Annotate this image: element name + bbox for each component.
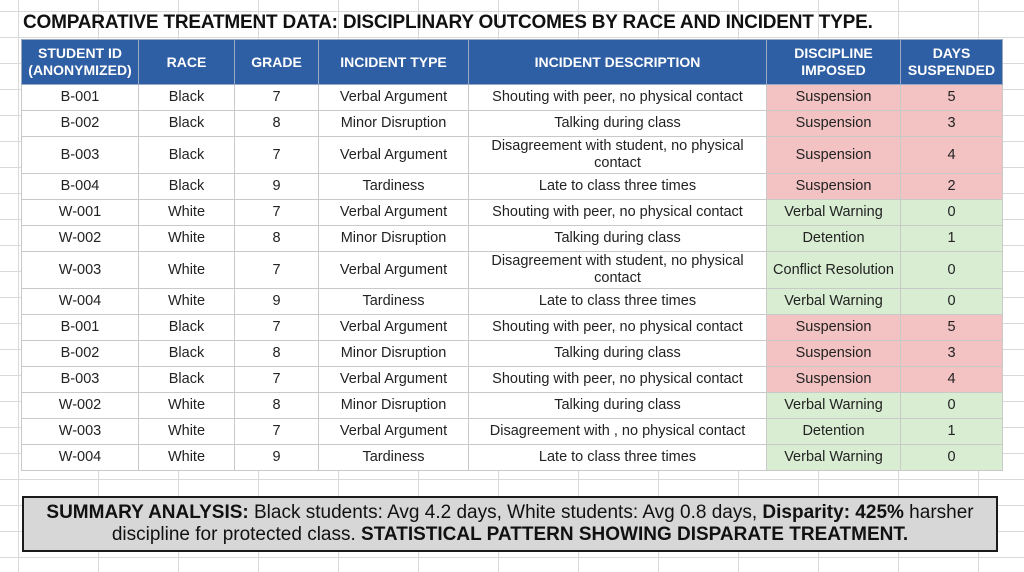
student-id-cell[interactable]: B-003 (22, 137, 139, 174)
summary-label: SUMMARY ANALYSIS: (46, 502, 249, 523)
disparity-label: Disparity: (762, 502, 851, 523)
grade-cell[interactable]: 8 (235, 341, 319, 367)
student-id-cell[interactable]: W-002 (22, 226, 139, 252)
grade-cell[interactable]: 7 (235, 137, 319, 174)
discipline-cell[interactable]: Detention (767, 226, 901, 252)
table-row (22, 226, 1003, 252)
student-id-cell[interactable]: W-003 (22, 252, 139, 289)
summary-text (35, 502, 985, 546)
race-cell[interactable]: White (139, 226, 235, 252)
table-row (22, 137, 1003, 174)
grade-cell[interactable]: 8 (235, 226, 319, 252)
discipline-cell[interactable]: Suspension (767, 341, 901, 367)
grade-cell[interactable]: 7 (235, 200, 319, 226)
column-header-days-suspended[interactable]: DAYS SUSPENDED (901, 40, 1003, 85)
days-suspended-cell[interactable]: 5 (901, 315, 1003, 341)
student-id-cell[interactable]: W-003 (22, 419, 139, 445)
student-id-cell[interactable]: W-001 (22, 200, 139, 226)
incident-description-cell[interactable]: Shouting with peer, no physical contact (469, 315, 767, 341)
table-row (22, 445, 1003, 471)
discipline-cell[interactable]: Verbal Warning (767, 445, 901, 471)
race-cell[interactable]: White (139, 252, 235, 289)
incident-type-cell[interactable]: Minor Disruption (319, 111, 469, 137)
discipline-cell[interactable]: Suspension (767, 85, 901, 111)
student-id-cell[interactable]: W-002 (22, 393, 139, 419)
column-header-discipline-imposed[interactable]: DISCIPLINE IMPOSED (767, 40, 901, 85)
column-header-incident-type[interactable]: INCIDENT TYPE (319, 40, 469, 85)
table-row (22, 341, 1003, 367)
table-row (22, 200, 1003, 226)
discipline-cell[interactable]: Conflict Resolution (767, 252, 901, 289)
days-suspended-cell[interactable]: 0 (901, 393, 1003, 419)
student-id-cell[interactable]: W-004 (22, 289, 139, 315)
discipline-cell[interactable]: Verbal Warning (767, 200, 901, 226)
incident-type-cell[interactable]: Verbal Argument (319, 137, 469, 174)
days-suspended-cell[interactable]: 5 (901, 85, 1003, 111)
table-row (22, 315, 1003, 341)
incident-description-cell[interactable]: Talking during class (469, 341, 767, 367)
grade-cell[interactable]: 8 (235, 111, 319, 137)
incident-description-cell[interactable]: Shouting with peer, no physical contact (469, 200, 767, 226)
table-row (22, 419, 1003, 445)
student-id-cell[interactable]: B-004 (22, 174, 139, 200)
table-row (22, 367, 1003, 393)
days-suspended-cell[interactable]: 1 (901, 419, 1003, 445)
days-suspended-cell[interactable]: 4 (901, 367, 1003, 393)
grade-cell[interactable]: 8 (235, 393, 319, 419)
incident-description-cell[interactable]: Talking during class (469, 393, 767, 419)
race-cell[interactable]: White (139, 393, 235, 419)
incident-type-cell[interactable]: Minor Disruption (319, 226, 469, 252)
days-suspended-cell[interactable]: 0 (901, 200, 1003, 226)
column-header-incident-description[interactable]: INCIDENT DESCRIPTION (469, 40, 767, 85)
grade-cell[interactable]: 9 (235, 174, 319, 200)
race-cell[interactable]: White (139, 445, 235, 471)
grade-cell[interactable]: 9 (235, 289, 319, 315)
grade-cell[interactable]: 7 (235, 85, 319, 111)
incident-type-cell[interactable]: Minor Disruption (319, 341, 469, 367)
header-row (22, 40, 1003, 85)
discipline-cell[interactable]: Suspension (767, 315, 901, 341)
incident-description-cell[interactable]: Shouting with peer, no physical contact (469, 85, 767, 111)
table-row (22, 289, 1003, 315)
days-suspended-cell[interactable]: 2 (901, 174, 1003, 200)
student-id-cell[interactable]: B-002 (22, 111, 139, 137)
incident-description-cell[interactable]: Disagreement with student, no physical contact (469, 137, 767, 174)
incident-description-cell[interactable]: Late to class three times (469, 289, 767, 315)
incident-type-cell[interactable]: Verbal Argument (319, 200, 469, 226)
days-suspended-cell[interactable]: 4 (901, 137, 1003, 174)
table-row (22, 252, 1003, 289)
table-body (22, 85, 1003, 471)
student-id-cell[interactable]: B-003 (22, 367, 139, 393)
incident-type-cell[interactable]: Tardiness (319, 174, 469, 200)
days-suspended-cell[interactable]: 3 (901, 341, 1003, 367)
discipline-cell[interactable]: Detention (767, 419, 901, 445)
discipline-cell[interactable]: Suspension (767, 367, 901, 393)
summary-box (22, 496, 998, 552)
incident-type-cell[interactable]: Tardiness (319, 445, 469, 471)
table-row (22, 85, 1003, 111)
disparity-text: harsher discipline for protected class. (111, 502, 974, 545)
page-title: COMPARATIVE TREATMENT DATA: DISCIPLINARY OUTCOMES BY RACE AND INCIDENT TYPE. (23, 12, 873, 33)
incident-description-cell[interactable]: Shouting with peer, no physical contact (469, 367, 767, 393)
discipline-cell[interactable]: Suspension (767, 174, 901, 200)
incident-type-cell[interactable]: Minor Disruption (319, 393, 469, 419)
race-cell[interactable]: White (139, 419, 235, 445)
grade-cell[interactable]: 9 (235, 445, 319, 471)
student-id-cell[interactable]: B-001 (22, 85, 139, 111)
race-cell[interactable]: Black (139, 341, 235, 367)
grade-cell[interactable]: 7 (235, 252, 319, 289)
incident-description-cell[interactable]: Disagreement with student, no physical contact (469, 252, 767, 289)
table-row (22, 111, 1003, 137)
days-suspended-cell[interactable]: 0 (901, 252, 1003, 289)
race-cell[interactable]: Black (139, 85, 235, 111)
incident-description-cell[interactable]: Late to class three times (469, 445, 767, 471)
incident-description-cell[interactable]: Talking during class (469, 226, 767, 252)
days-suspended-cell[interactable]: 0 (901, 445, 1003, 471)
incident-type-cell[interactable]: Tardiness (319, 289, 469, 315)
student-id-cell[interactable]: B-002 (22, 341, 139, 367)
incident-type-cell[interactable]: Verbal Argument (319, 367, 469, 393)
days-suspended-cell[interactable]: 0 (901, 289, 1003, 315)
race-cell[interactable]: Black (139, 367, 235, 393)
incident-type-cell[interactable]: Verbal Argument (319, 315, 469, 341)
race-cell[interactable]: Black (139, 315, 235, 341)
disparity-value: 425% (850, 502, 904, 523)
column-header-grade[interactable]: GRADE (235, 40, 319, 85)
incident-type-cell[interactable]: Verbal Argument (319, 252, 469, 289)
discipline-cell[interactable]: Suspension (767, 111, 901, 137)
summary-conclusion: STATISTICAL PATTERN SHOWING DISPARATE TREATMENT. (361, 524, 909, 545)
table-row (22, 174, 1003, 200)
days-suspended-cell[interactable]: 3 (901, 111, 1003, 137)
incident-description-cell[interactable]: Talking during class (469, 111, 767, 137)
student-id-cell[interactable]: B-001 (22, 315, 139, 341)
race-cell[interactable]: Black (139, 111, 235, 137)
race-cell[interactable]: Black (139, 174, 235, 200)
incident-type-cell[interactable]: Verbal Argument (319, 419, 469, 445)
discipline-cell[interactable]: Suspension (767, 137, 901, 174)
race-cell[interactable]: Black (139, 137, 235, 174)
grade-cell[interactable]: 7 (235, 315, 319, 341)
race-cell[interactable]: White (139, 289, 235, 315)
incident-description-cell[interactable]: Disagreement with , no physical contact (469, 419, 767, 445)
discipline-cell[interactable]: Verbal Warning (767, 289, 901, 315)
incident-type-cell[interactable]: Verbal Argument (319, 85, 469, 111)
disciplinary-data-table (21, 39, 1003, 471)
race-cell[interactable]: White (139, 200, 235, 226)
summary-stats: Black students: Avg 4.2 days, White students: Avg 0.8 days, (248, 502, 763, 523)
grade-cell[interactable]: 7 (235, 419, 319, 445)
grade-cell[interactable]: 7 (235, 367, 319, 393)
table-row (22, 393, 1003, 419)
student-id-cell[interactable]: W-004 (22, 445, 139, 471)
incident-description-cell[interactable]: Late to class three times (469, 174, 767, 200)
days-suspended-cell[interactable]: 1 (901, 226, 1003, 252)
discipline-cell[interactable]: Verbal Warning (767, 393, 901, 419)
column-header-race[interactable]: RACE (139, 40, 235, 85)
column-header-student-id[interactable]: STUDENT ID (ANONYMIZED) (22, 40, 139, 85)
